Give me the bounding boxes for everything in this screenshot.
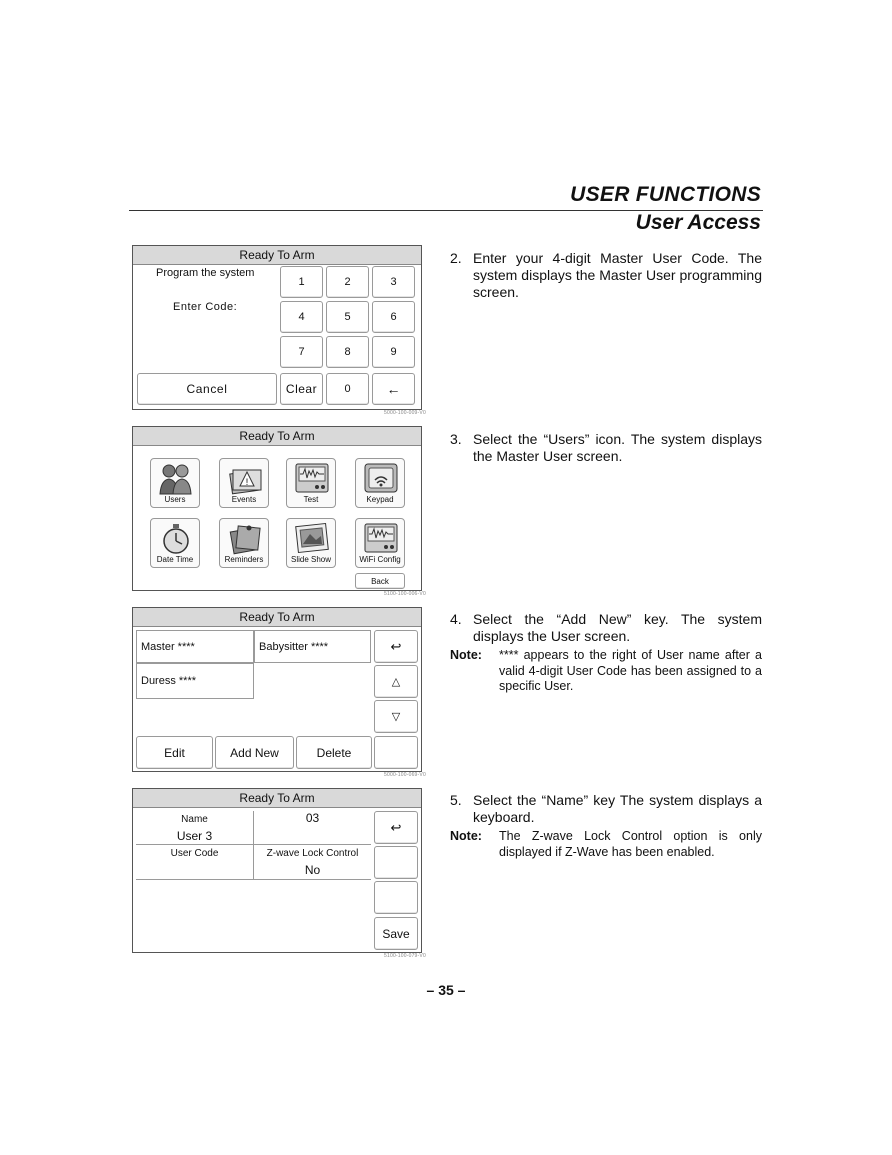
slide-show-icon (294, 522, 330, 556)
user-code-label: User Code (170, 848, 219, 859)
program-prompt: Program the system (156, 267, 255, 279)
key-0[interactable]: 0 (326, 373, 369, 405)
user-number: 03 (305, 811, 320, 825)
name-label: Name (181, 814, 208, 825)
note-text: The Z-wave Lock Control option is only displayed if Z-Wave has been enabled. (499, 829, 762, 859)
section-subtitle: User Access (635, 211, 761, 234)
step-number: 3. (450, 431, 462, 447)
down-arrow-icon: ▽ (391, 711, 401, 723)
key-3[interactable]: 3 (372, 266, 415, 298)
key-8[interactable]: 8 (326, 336, 369, 368)
step-text: Select the “Users” icon. The system displays the Master User screen. (473, 431, 762, 464)
user-number-key[interactable] (254, 811, 371, 845)
users-tile[interactable] (150, 458, 200, 508)
master-user-cell[interactable]: Master **** (136, 630, 254, 663)
test-label: Test (303, 495, 319, 504)
date-time-tile[interactable] (150, 518, 200, 568)
status-bar: Ready To Arm (133, 789, 421, 808)
status-bar: Ready To Arm (133, 608, 421, 627)
blank-button[interactable] (374, 881, 418, 914)
reminders-label: Reminders (224, 555, 264, 564)
wifi-config-tile[interactable] (355, 518, 405, 568)
figure-code: 5000-100-069-V0 (384, 772, 426, 778)
return-button[interactable] (374, 811, 418, 844)
events-icon (227, 462, 263, 496)
reminders-tile[interactable] (219, 518, 269, 568)
test-icon (294, 462, 330, 496)
figure-code: 5100-100-079-V0 (384, 953, 426, 959)
key-9[interactable]: 9 (372, 336, 415, 368)
date-time-label: Date Time (156, 555, 194, 564)
status-bar: Ready To Arm (133, 246, 421, 265)
section-title: USER FUNCTIONS (570, 183, 761, 206)
back-button[interactable]: Back (355, 573, 405, 589)
master-user-screen (132, 607, 422, 772)
key-2[interactable]: 2 (326, 266, 369, 298)
return-icon: ↩ (390, 819, 402, 835)
master-user-icons-screen (132, 426, 422, 591)
key-5[interactable]: 5 (326, 301, 369, 333)
blank-button[interactable] (374, 736, 418, 769)
step-number: 5. (450, 792, 462, 808)
backspace-button[interactable] (372, 373, 415, 405)
test-tile[interactable] (286, 458, 336, 508)
name-key[interactable] (136, 811, 254, 845)
date-time-icon (158, 522, 194, 556)
up-arrow-icon: △ (391, 676, 401, 688)
page-number: – 35 – (426, 982, 466, 998)
step-number: 2. (450, 250, 462, 266)
note-label: Note: (450, 829, 482, 843)
events-label: Events (231, 495, 257, 504)
name-value: User 3 (176, 829, 213, 843)
step-5 (450, 792, 762, 826)
reminders-icon (227, 522, 263, 556)
step-4 (450, 611, 762, 645)
clear-button[interactable]: Clear (280, 373, 323, 405)
key-4[interactable]: 4 (280, 301, 323, 333)
return-button[interactable] (374, 630, 418, 663)
delete-button[interactable]: Delete (296, 736, 372, 769)
key-1[interactable]: 1 (280, 266, 323, 298)
note-text: **** appears to the right of User name after a valid 4-digit User Code has been assigned to a specific User. (499, 648, 762, 693)
scroll-down-button[interactable] (374, 700, 418, 733)
scroll-up-button[interactable] (374, 665, 418, 698)
step-text: Enter your 4-digit Master User Code. The system displays the Master User programming screen. (473, 250, 762, 300)
key-7[interactable]: 7 (280, 336, 323, 368)
step-text: Select the “Add New” key. The system displays the User screen. (473, 611, 762, 644)
zwave-lock-value: No (304, 863, 321, 877)
zwave-lock-label: Z-wave Lock Control (266, 848, 359, 859)
step-text: Select the “Name” key The system displays a keyboard. (473, 792, 762, 825)
zwave-lock-key[interactable] (254, 845, 371, 880)
events-tile[interactable] (219, 458, 269, 508)
figure-code: 5100-100-006-V0 (384, 591, 426, 597)
figure-code: 5000-100-009-V0 (384, 410, 426, 416)
note-2 (450, 829, 762, 860)
return-icon: ↩ (390, 638, 402, 654)
cancel-button[interactable]: Cancel (137, 373, 277, 405)
edit-button[interactable]: Edit (136, 736, 213, 769)
duress-user-cell[interactable]: Duress **** (136, 663, 254, 699)
babysitter-user-cell[interactable]: Babysitter **** (254, 630, 371, 663)
svg-text:!: ! (245, 477, 249, 487)
step-number: 4. (450, 611, 462, 627)
slide-show-tile[interactable] (286, 518, 336, 568)
keypad-tile[interactable] (355, 458, 405, 508)
step-2 (450, 250, 762, 301)
step-3 (450, 431, 762, 465)
enter-code-label: Enter Code: (173, 301, 238, 313)
keypad-label: Keypad (366, 495, 394, 504)
backspace-arrow-icon: ← (386, 381, 401, 397)
wifi-config-icon (363, 522, 399, 556)
add-new-button[interactable]: Add New (215, 736, 294, 769)
save-button[interactable]: Save (374, 917, 418, 950)
blank-button[interactable] (374, 846, 418, 879)
user-code-key[interactable] (136, 845, 254, 880)
note-label: Note: (450, 648, 482, 662)
users-icon (158, 462, 194, 496)
key-6[interactable]: 6 (372, 301, 415, 333)
note-1 (450, 648, 762, 695)
slide-show-label: Slide Show (290, 555, 332, 564)
users-label: Users (164, 495, 186, 504)
keypad-screen (132, 245, 422, 410)
user-screen (132, 788, 422, 953)
status-bar: Ready To Arm (133, 427, 421, 446)
keypad-icon (363, 462, 399, 496)
wifi-config-label: WiFi Config (359, 555, 401, 564)
